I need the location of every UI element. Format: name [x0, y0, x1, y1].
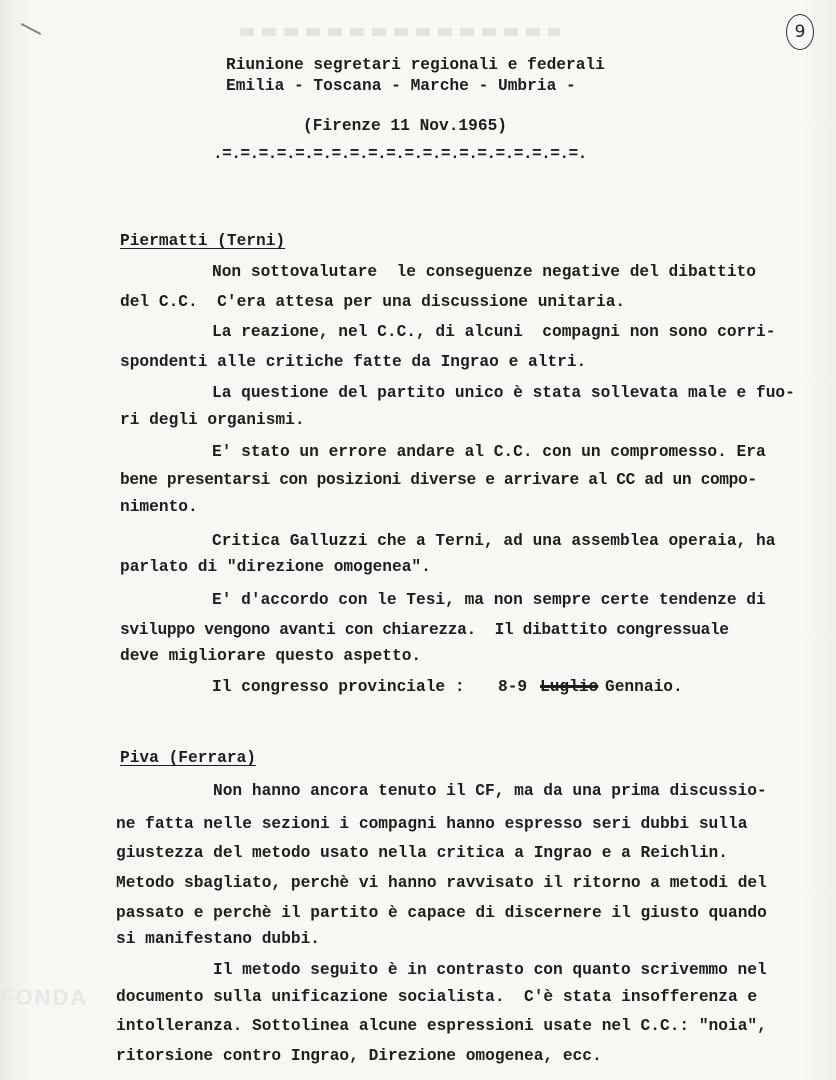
paragraph-line: ri degli organismi. [120, 411, 305, 429]
header-title-line-2: Emilia - Toscana - Marche - Umbria - [226, 77, 576, 95]
bleed-through-text [240, 28, 560, 36]
paragraph-line: deve migliorare questo aspetto. [120, 647, 422, 665]
paragraph-line: giustezza del metodo usato nella critica a Ingrao e a Reichlin. [116, 844, 728, 862]
corner-mark [21, 23, 41, 35]
paragraph-line: del C.C. C'era attesa per una discussione unitaria. [120, 293, 626, 311]
paragraph-line: ritorsione contro Ingrao, Direzione omogenea, ecc. [116, 1047, 602, 1065]
speaker-heading-piermatti: Piermatti (Terni) [120, 232, 286, 250]
header-place-date: (Firenze 11 Nov.1965) [303, 117, 507, 135]
header-separator: .=.=.=.=.=.=.=.=.=.=.=.=.=.=.=.=.=.=.=.=. [213, 145, 587, 163]
paragraph-line: E' stato un errore andare al C.C. con un compromesso. Era [212, 443, 766, 461]
paragraph-line: E' d'accordo con le Tesi, ma non sempre certe tendenze di [212, 591, 766, 609]
paragraph-line: intolleranza. Sottolinea alcune espressioni usate nel C.C.: "noia", [116, 1017, 767, 1035]
paragraph-line: La reazione, nel C.C., di alcuni compagni non sono corri- [212, 323, 776, 341]
congress-struck-word: Luglio [540, 678, 599, 696]
paragraph-line: si manifestano dubbi. [116, 930, 320, 948]
paragraph-line: La questione del partito unico è stata sollevata male e fuo- [212, 384, 795, 402]
paragraph-line: spondenti alle critiche fatte da Ingrao e altri. [120, 353, 587, 371]
paragraph-line: ne fatta nelle sezioni i compagni hanno espresso seri dubbi sulla [116, 815, 748, 833]
paragraph-line: bene presentarsi con posizioni diverse e arrivare al CC ad un compo- [120, 471, 757, 489]
paragraph-line: Critica Galluzzi che a Terni, ad una assemblea operaia, ha [212, 532, 776, 550]
paragraph-line: sviluppo vengono avanti con chiarezza. Il dibattito congressuale [120, 621, 729, 639]
congress-days: 8-9 [498, 678, 528, 696]
paragraph-line: parlato di "direzione omogenea". [120, 558, 431, 576]
speaker-heading-piva: Piva (Ferrara) [120, 749, 256, 767]
paragraph-line: documento sulla unificazione socialista. C'è stata insofferenza e [116, 988, 758, 1006]
header-title-line-1: Riunione segretari regionali e federali [226, 56, 605, 74]
paragraph-line: Non hanno ancora tenuto il CF, ma da una prima discussio- [213, 782, 767, 800]
congress-label: Il congresso provinciale : [212, 678, 465, 696]
page-number: 9 [786, 14, 814, 50]
paragraph-line: Metodo sbagliato, perchè vi hanno ravvisato il ritorno a metodi del [116, 874, 767, 892]
watermark: FONDA [0, 985, 89, 1010]
paragraph-line: passato e perchè il partito è capace di discernere il giusto quando [116, 904, 767, 922]
paragraph-line: Non sottovalutare le conseguenze negative del dibattito [212, 263, 756, 281]
paragraph-line: nimento. [120, 498, 198, 516]
paragraph-line: Il metodo seguito è in contrasto con quanto scrivemmo nel [213, 961, 767, 979]
congress-month: Gennaio. [605, 678, 683, 696]
